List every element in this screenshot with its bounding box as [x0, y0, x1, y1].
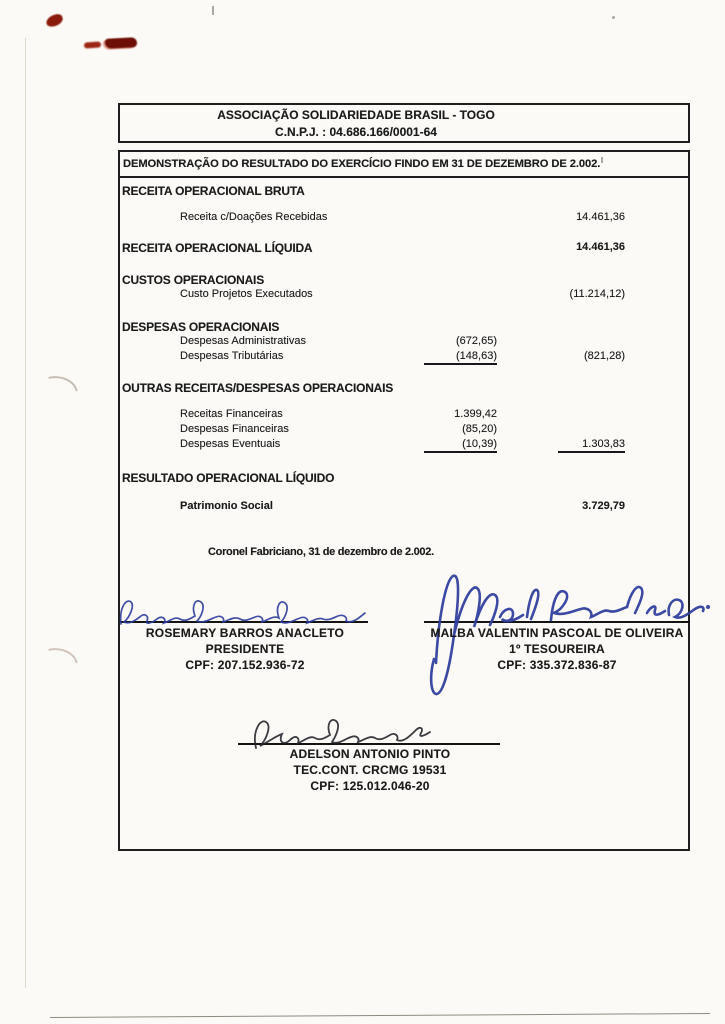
row-label: Custo Projetos Executados: [180, 288, 313, 300]
statement-row: [118, 184, 690, 199]
statement-title: DEMONSTRAÇÃO DO RESULTADO DO EXERCÍCIO FINDO EM 31 DE DEZEMBRO DE 2.002.: [120, 152, 688, 178]
signature-block-president: [120, 625, 370, 673]
row-label: RECEITA OPERACIONAL BRUTA: [122, 184, 305, 198]
row-value-inner-underlined: (10,39): [424, 438, 497, 453]
statement-row: [118, 500, 690, 515]
row-value-total: 3.729,79: [582, 500, 625, 512]
row-label: Despesas Tributárias: [180, 350, 284, 362]
statement-row: [118, 211, 690, 226]
paper-fold-line: [25, 38, 26, 988]
pen-arc-mark: [48, 644, 78, 669]
row-label: Despesas Administrativas: [180, 335, 306, 347]
statement-row: [118, 350, 690, 365]
signer-name: ADELSON ANTONIO PINTO: [289, 747, 451, 761]
statement-row: [118, 320, 690, 335]
row-value-total-underlined: 1.303,83: [558, 438, 625, 453]
row-label: Receitas Financeiras: [180, 408, 283, 420]
signer-name: ROSEMARY BARROS ANACLETO: [145, 626, 345, 640]
statement-row: [118, 241, 690, 256]
statement-row: [118, 381, 690, 396]
row-label: CUSTOS OPERACIONAIS: [122, 273, 264, 287]
row-value-total: (821,28): [584, 350, 625, 362]
signer-title: PRESIDENTE: [205, 642, 285, 656]
statement-row: [118, 408, 690, 423]
row-value-total: 14.461,36: [576, 211, 625, 223]
org-cnpj: C.N.P.J. : 04.686.166/0001-64: [275, 125, 437, 139]
statement-row: [118, 335, 690, 350]
org-header-box: [118, 103, 690, 143]
pen-arc-mark: [48, 372, 78, 397]
red-ink-smear: [105, 37, 137, 49]
red-ink-mark: [45, 13, 65, 29]
statement-row: [118, 423, 690, 438]
signer-cpf: CPF: 335.372.836-87: [497, 658, 617, 672]
signer-name: MALBA VALENTIN PASCOAL DE OLIVEIRA: [430, 626, 684, 640]
row-value-inner: (85,20): [462, 423, 497, 435]
row-value-inner: (672,65): [456, 335, 497, 347]
paper-bottom-edge: [50, 1013, 710, 1018]
row-value-total: 14.461,36: [576, 241, 625, 253]
row-label: Patrimonio Social: [180, 500, 273, 512]
red-ink-smear: [84, 41, 101, 48]
signature-block-accountant: [245, 746, 495, 794]
scan-speck: [612, 16, 615, 19]
signer-title: TEC.CONT. CRCMG 19531: [293, 763, 447, 777]
row-label: RESULTADO OPERACIONAL LÍQUIDO: [122, 471, 335, 485]
row-label: DESPESAS OPERACIONAIS: [122, 320, 280, 334]
date-place-line: Coronel Fabriciano, 31 de dezembro de 2.002.: [208, 546, 434, 558]
statement-row: [118, 471, 690, 486]
row-label: RECEITA OPERACIONAL LÍQUIDA: [122, 241, 313, 255]
statement-row: [118, 438, 690, 453]
org-name: ASSOCIAÇÃO SOLIDARIEDADE BRASIL - TOGO: [217, 108, 495, 122]
statement-row: [118, 273, 690, 288]
row-value-inner-underlined: (148,63): [424, 350, 497, 365]
signature-block-treasurer: [424, 625, 690, 673]
row-label: OUTRAS RECEITAS/DESPESAS OPERACIONAIS: [122, 381, 394, 395]
signer-title: 1º TESOUREIRA: [509, 642, 605, 656]
row-label: Despesas Eventuais: [180, 438, 281, 450]
scan-speck: [212, 6, 214, 15]
signer-cpf: CPF: 125.012.046-20: [310, 779, 430, 793]
row-value-inner: 1.399,42: [454, 408, 497, 420]
row-value-total: (11.214,12): [569, 288, 625, 300]
signer-cpf: CPF: 207.152.936-72: [185, 658, 305, 672]
row-label: Despesas Financeiras: [180, 423, 289, 435]
row-label: Receita c/Doações Recebidas: [180, 211, 328, 223]
statement-row: [118, 288, 690, 303]
